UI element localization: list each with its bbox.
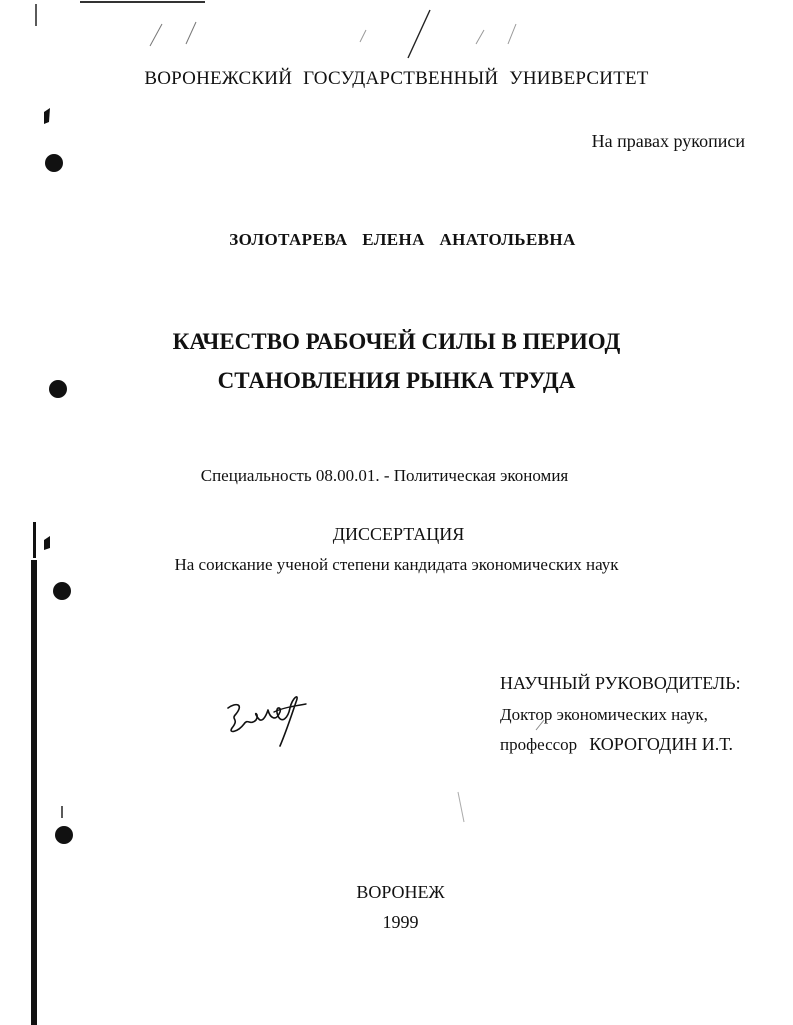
binder-hole xyxy=(53,582,71,600)
binder-hole xyxy=(55,826,73,844)
dissertation-title-line-2: СТАНОВЛЕНИЯ РЫНКА ТРУДА xyxy=(217,368,576,393)
degree-statement: На соискание ученой степени кандидата экономических наук xyxy=(174,555,619,574)
supervisor-heading: НАУЧНЫЙ РУКОВОДИТЕЛЬ: xyxy=(500,673,741,693)
year: 1999 xyxy=(382,912,419,932)
supervisor-name: КОРОГОДИН И.Т. xyxy=(589,734,734,754)
binding-edge xyxy=(31,560,37,1025)
university-name: ВОРОНЕЖСКИЙ ГОСУДАРСТВЕННЫЙ УНИВЕРСИТЕТ xyxy=(144,68,649,89)
city: ВОРОНЕЖ xyxy=(356,882,445,902)
rights-note: На правах рукописи xyxy=(591,131,745,151)
binder-hole xyxy=(45,154,63,172)
specialty: Специальность 08.00.01. - Политическая экономия xyxy=(200,466,569,485)
supervisor-position: профессор xyxy=(500,735,578,754)
dissertation-title-line-1: КАЧЕСТВО РАБОЧЕЙ СИЛЫ В ПЕРИОД xyxy=(172,329,621,354)
document-type: ДИССЕРТАЦИЯ xyxy=(332,524,465,544)
supervisor-line xyxy=(500,734,733,755)
handwritten-signature xyxy=(222,688,312,752)
author-name: ЗОЛОТАРЕВА ЕЛЕНА АНАТОЛЬЕВНА xyxy=(229,230,576,249)
supervisor-degree: Доктор экономических наук, xyxy=(500,705,708,724)
